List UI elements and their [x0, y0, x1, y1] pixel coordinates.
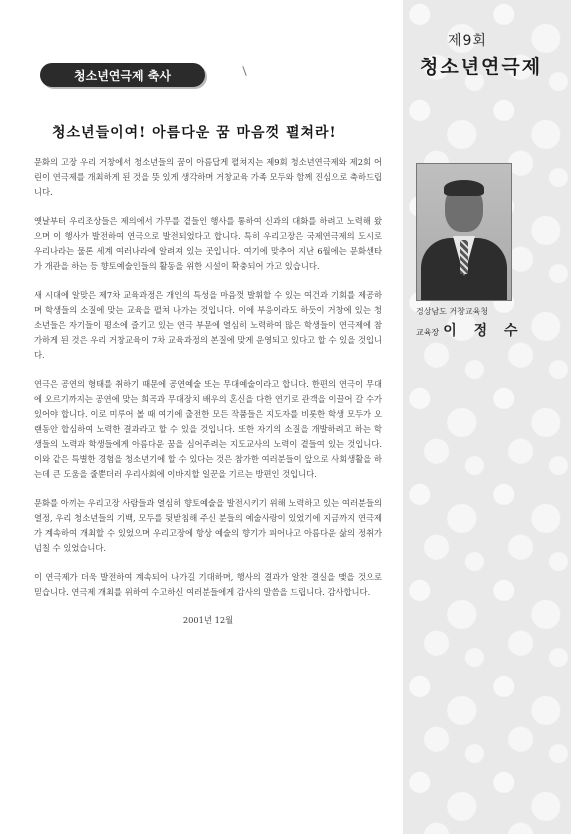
caption-name: 이 정 수 — [443, 323, 524, 339]
paragraph-2: 옛날부터 우리조상들은 제의에서 가무를 곁들인 행사를 통하여 신과의 대화를 하려고 노력해 왔으며 이 행사가 발전하여 연극으로 발전되었다고 합니다. 특히 우리고장은 국제연극제의 도시로 우리나라는 물론 세계 여러나라에 알려져 있는 곳입니다. 여기에 맞추어 지난 6월에는 문화센타가 개관을 하는 등 향토예술인들의 활동을 위한 시설이 확충되어 가고 있습니다. — [34, 215, 382, 272]
speech-body — [34, 155, 382, 642]
portrait-photo — [416, 163, 512, 301]
paragraph-1: 문화의 고장 우리 거창에서 청소년들의 꿈이 아름답게 펼쳐지는 제9회 청소년연극제와 제2회 어린이 연극제를 개최하게 된 것을 뜻 있게 생각하며 거창교육 가족 모두와 함께 진심으로 축하드립니다. — [34, 157, 382, 198]
portrait-hair — [444, 180, 484, 196]
caption-name-block — [416, 320, 524, 340]
decorative-tick — [242, 66, 246, 76]
paragraph-3: 새 시대에 알맞은 제7차 교육과정은 개인의 특성을 마음껏 발휘할 수 있는 여건과 기회를 제공하며 학생들의 소질에 맞는 교육을 펼쳐 나가는 것입니다. 이에 부응이라도 하듯이 거창에 있는 청소년들은 자기들이 평소에 즐기고 있는 연극 부문에 열심히 노력하여 많은 학생들이 연극제에 참가하게 된 것은 우리 거창교육이 7차 교육과정의 본질에 맞게 운영되고 있다고 할 수 있을 것입니다. — [34, 289, 382, 361]
decorative-side-panel — [403, 0, 571, 834]
paragraph-4: 연극은 공연의 형태를 취하기 때문에 공연예술 또는 무대예술이라고 합니다. 한편의 연극이 무대에 오르기까지는 공연에 맞는 희곡과 무대장치 배우의 혼신을 다한 연기로 관객을 이끌어 갈 수가 있어야 합니다. 이로 미루어 볼 때 여기에 출전한 모든 작품들은 지도자를 비롯한 학생 모두가 오랜동안 합심하여 노력한 결과라고 할 수 있을 것입니다. 또한 자기의 소질을 개발하려고 하는 학생들의 노력과 학생들에게 아름다운 꿈을 심어주려는 지도교사의 노력이 곁들여 있는 것입니다. 이와 같은 특별한 경험을 청소년기에 할 수 있다는 것은 참가한 여러분들이 앞으로 사회생활을 하는데 큰 도움을 줄뿐더러 우리사회에 이바지할 일꾼을 기르는 방편인 것입니다. — [34, 378, 382, 480]
paragraph-6: 이 연극제가 더욱 발전하여 계속되어 나가길 기대하며, 행사의 결과가 알찬 결실을 맺을 것으로 믿습니다. 연극제 개최를 위하여 수고하신 여러분들에게 감사의 말씀을 드립니다. 감사합니다. — [34, 571, 382, 597]
paragraph-5: 문화를 아끼는 우리고장 사람들과 열심히 향토예술을 발전시키기 위해 노력하고 있는 여러분들의 열정, 우리 청소년들의 기백, 모두를 뒷받침해 주신 분들의 예술사랑이 있었기에 지금까지 연극제가 계속하여 개최할 수 있었으며 우리고장에 항상 예술의 향기가 피어나고 아름다운 삶의 정취가 넘칠 수 있었습니다. — [34, 497, 382, 554]
portrait-tie — [460, 240, 468, 274]
caption-role: 교육장 — [416, 328, 440, 337]
section-label — [40, 63, 205, 87]
caption-organization: 경상남도 거창교육청 — [416, 307, 489, 316]
festival-edition: 제9회 — [448, 33, 487, 49]
festival-title: 청소년연극제 — [420, 56, 543, 78]
date: 2001년 12월 — [182, 615, 234, 626]
section-label-text: 청소년연극제 축사 — [74, 68, 171, 83]
headline: 청소년들이여! 아름다운 꿈 마음껏 펼쳐라! — [52, 125, 337, 141]
